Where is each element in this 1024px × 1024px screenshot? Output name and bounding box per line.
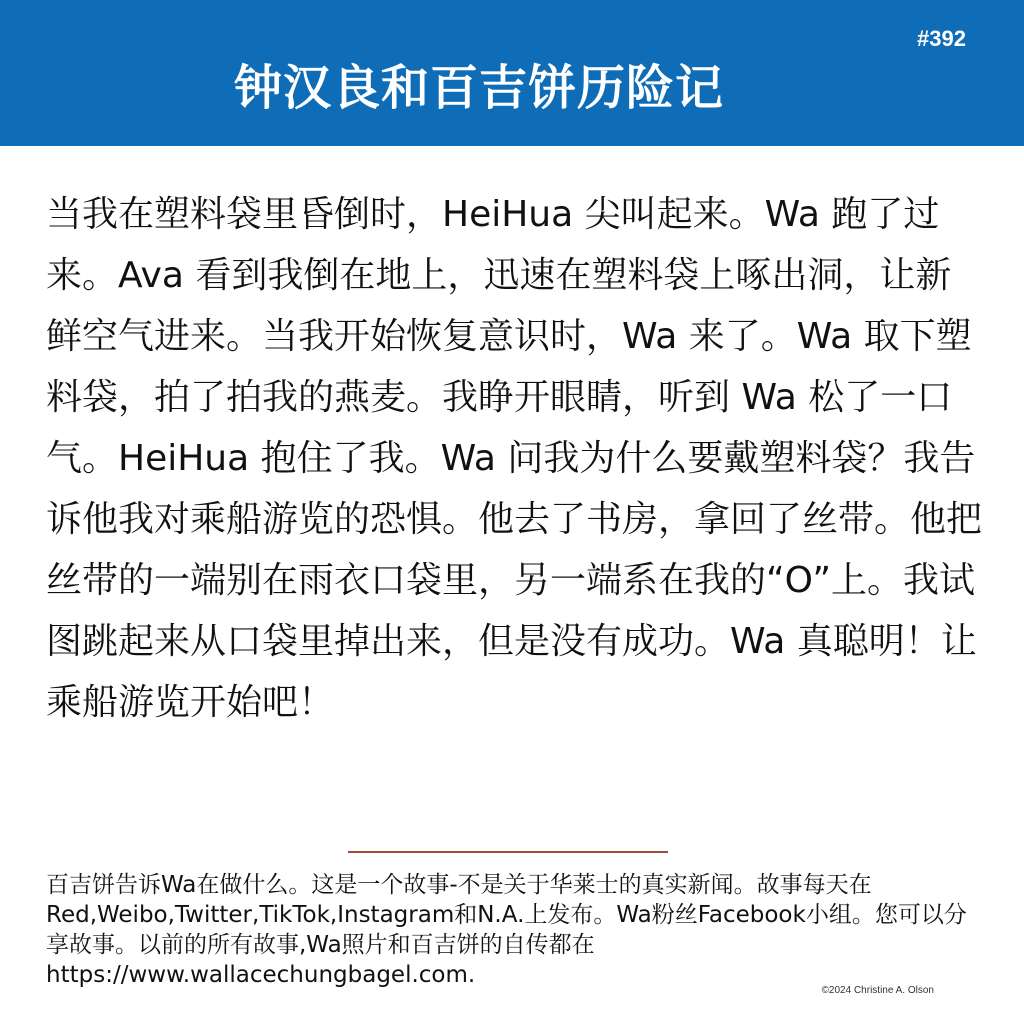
episode-number: #392 [917, 26, 966, 51]
story-text: 当我在塑料袋里昏倒时，HeiHua 尖叫起来。Wa 跑了过来。Ava 看到我倒在地上，迅速在塑料袋上啄出洞，让新鲜空气进来。当我开始恢复意识时，Wa 来了。Wa 取下塑料袋，拍了拍我的燕麦。我睁开眼睛，听到 Wa 松了一口气。HeiHua 抱住了我。Wa 问我为什么要戴塑料袋？我告诉他我对乘船游览的恐惧。他去了书房，拿回了丝带。他把丝带的一端别在雨衣口袋里，另一端系在我的“O”上。我试图跳起来从口袋里掉出来，但是没有成功。Wa 真聪明！让乘船游览开始吧！ [46, 194, 983, 723]
footer-description: 百吉饼告诉Wa在做什么。这是一个故事-不是关于华莱士的真实新闻。故事每天在Red,Weibo,Twitter,TikTok,Instagram和N.A.上发布。Wa粉丝Facebook小组。您可以分享故事。以前的所有故事,Wa照片和百吉饼的自传都在 [46, 872, 967, 958]
page-title: 钟汉良和百吉饼历险记 [233, 60, 724, 116]
footer-note [46, 870, 976, 990]
header-banner [0, 0, 1024, 146]
copyright-notice: ©2024 Christine A. Olson [821, 985, 934, 996]
website-link[interactable]: https://www.wallacechungbagel.com. [46, 962, 476, 988]
footer-divider [348, 851, 668, 853]
